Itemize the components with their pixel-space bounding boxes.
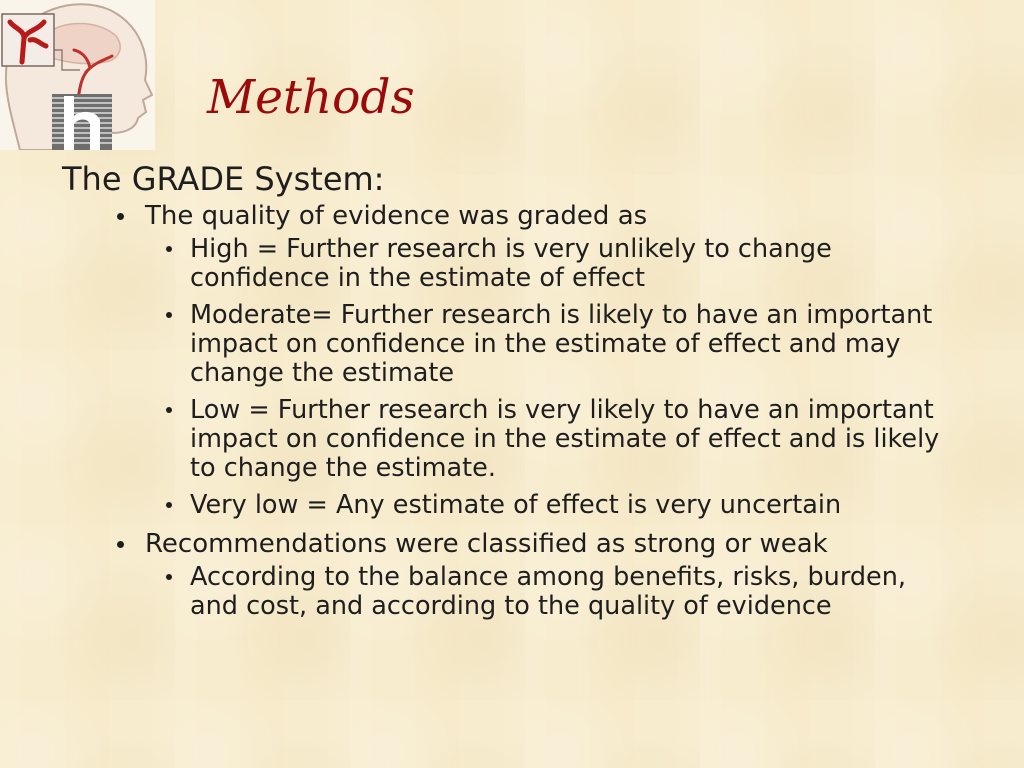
head-artery-logo-icon [0, 0, 155, 150]
bullet-text: Recommendations were classified as strong or weak [145, 529, 828, 560]
logo [0, 0, 155, 150]
sub-bullet-list [145, 235, 982, 520]
section-heading: The GRADE System: [62, 160, 385, 198]
sub-bullet-high: High = Further research is very unlikely to change confidence in the estimate of effect [145, 235, 960, 293]
bullet-list [62, 200, 982, 621]
bullet-quality-of-evidence [62, 200, 982, 520]
bullet-text: The quality of evidence was graded as [145, 201, 648, 232]
sub-bullet-balance: According to the balance among benefits, risks, burden, and cost, and according to the quality of evidence [145, 563, 960, 621]
slide-title: Methods [207, 70, 415, 125]
sub-bullet-very-low: Very low = Any estimate of effect is very uncertain [145, 491, 960, 520]
h-letter-logo-icon [52, 94, 112, 150]
slide-body [62, 160, 982, 629]
sub-bullet-moderate: Moderate= Further research is likely to have an important impact on confidence in the estimate of effect and may change the estimate [145, 301, 960, 388]
sub-bullet-low: Low = Further research is very likely to have an important impact on confidence in the estimate of effect and is likely to change the estimate. [145, 396, 960, 483]
bullet-recommendations [62, 528, 982, 621]
sub-bullet-list [145, 563, 982, 621]
